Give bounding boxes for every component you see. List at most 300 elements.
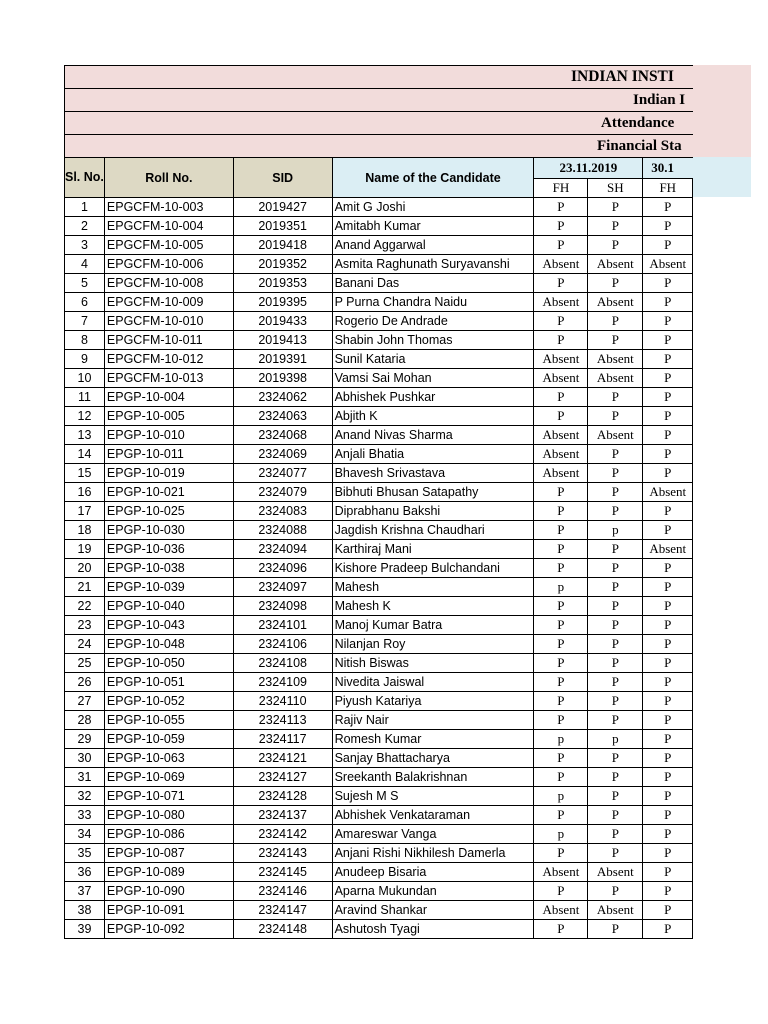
sid-cell[interactable]: 2324062 (233, 388, 332, 407)
att-23-sh-cell[interactable]: P (588, 331, 643, 350)
att-30-fh-cell[interactable]: P (643, 312, 693, 331)
candidate-name-cell[interactable]: Bhavesh Srivastava (332, 464, 534, 483)
att-23-sh-cell[interactable]: Absent (588, 901, 643, 920)
att-23-fh-cell[interactable]: P (534, 388, 588, 407)
roll-no-cell[interactable]: EPGP-10-025 (104, 502, 233, 521)
att-23-fh-cell[interactable]: P (534, 521, 588, 540)
att-23-sh-cell[interactable]: P (588, 597, 643, 616)
sl-no-cell[interactable]: 32 (65, 787, 105, 806)
att-23-sh-cell[interactable]: P (588, 198, 643, 217)
roll-no-cell[interactable]: EPGP-10-036 (104, 540, 233, 559)
roll-no-cell[interactable]: EPGP-10-010 (104, 426, 233, 445)
att-30-fh-cell[interactable]: P (643, 350, 693, 369)
roll-no-cell[interactable]: EPGP-10-011 (104, 445, 233, 464)
att-30-fh-cell[interactable]: P (643, 901, 693, 920)
att-30-fh-cell[interactable]: P (643, 559, 693, 578)
att-30-fh-cell[interactable]: P (643, 331, 693, 350)
att-30-fh-cell[interactable]: P (643, 198, 693, 217)
roll-no-cell[interactable]: EPGP-10-091 (104, 901, 233, 920)
sid-cell[interactable]: 2019391 (233, 350, 332, 369)
candidate-name-cell[interactable]: Amareswar Vanga (332, 825, 534, 844)
sid-cell[interactable]: 2324096 (233, 559, 332, 578)
candidate-name-cell[interactable]: Sanjay Bhattacharya (332, 749, 534, 768)
att-30-fh-cell[interactable]: P (643, 635, 693, 654)
att-23-sh-cell[interactable]: Absent (588, 350, 643, 369)
roll-no-cell[interactable]: EPGP-10-090 (104, 882, 233, 901)
att-23-sh-cell[interactable]: P (588, 882, 643, 901)
sid-cell[interactable]: 2019352 (233, 255, 332, 274)
sid-cell[interactable]: 2324113 (233, 711, 332, 730)
sl-no-cell[interactable]: 8 (65, 331, 105, 350)
candidate-name-cell[interactable]: Romesh Kumar (332, 730, 534, 749)
att-23-sh-cell[interactable]: P (588, 540, 643, 559)
sl-no-cell[interactable]: 22 (65, 597, 105, 616)
sl-no-cell[interactable]: 18 (65, 521, 105, 540)
att-23-sh-cell[interactable]: Absent (588, 293, 643, 312)
sid-cell[interactable]: 2324109 (233, 673, 332, 692)
roll-no-cell[interactable]: EPGP-10-051 (104, 673, 233, 692)
table-row (65, 274, 768, 293)
att-23-fh-cell[interactable]: Absent (534, 350, 588, 369)
title-row-2 (65, 89, 768, 112)
att-23-fh-cell[interactable]: p (534, 787, 588, 806)
att-23-sh-cell[interactable]: P (588, 464, 643, 483)
att-30-fh-cell[interactable]: P (643, 597, 693, 616)
roll-no-cell[interactable]: EPGP-10-059 (104, 730, 233, 749)
candidate-name-cell[interactable]: Abjith K (332, 407, 534, 426)
att-23-fh-cell[interactable]: p (534, 825, 588, 844)
sl-no-cell[interactable]: 24 (65, 635, 105, 654)
att-23-sh-cell[interactable]: P (588, 217, 643, 236)
sl-no-cell[interactable]: 6 (65, 293, 105, 312)
att-23-fh-cell[interactable]: P (534, 312, 588, 331)
att-23-sh-cell[interactable]: p (588, 730, 643, 749)
candidate-name-cell[interactable]: Banani Das (332, 274, 534, 293)
candidate-name-cell[interactable]: Vamsi Sai Mohan (332, 369, 534, 388)
sl-no-cell[interactable]: 27 (65, 692, 105, 711)
table-row (65, 673, 768, 692)
candidate-name-cell[interactable]: Anand Aggarwal (332, 236, 534, 255)
roll-no-cell[interactable]: EPGP-10-069 (104, 768, 233, 787)
roll-no-cell[interactable]: EPGP-10-040 (104, 597, 233, 616)
att-30-fh-cell[interactable]: P (643, 882, 693, 901)
sl-no-cell[interactable]: 15 (65, 464, 105, 483)
att-23-fh-cell[interactable]: P (534, 749, 588, 768)
att-30-fh-cell[interactable]: P (643, 217, 693, 236)
att-23-fh-cell[interactable]: P (534, 654, 588, 673)
candidate-name-cell[interactable]: Rajiv Nair (332, 711, 534, 730)
sid-cell[interactable]: 2324147 (233, 901, 332, 920)
sl-no-cell[interactable]: 23 (65, 616, 105, 635)
att-23-sh-cell[interactable]: P (588, 673, 643, 692)
roll-no-cell[interactable]: EPGCFM-10-008 (104, 274, 233, 293)
sid-cell[interactable]: 2019427 (233, 198, 332, 217)
att-23-fh-cell[interactable]: p (534, 730, 588, 749)
sid-cell[interactable]: 2324146 (233, 882, 332, 901)
sid-cell[interactable]: 2324094 (233, 540, 332, 559)
candidate-name-cell[interactable]: Diprabhanu Bakshi (332, 502, 534, 521)
sid-cell[interactable]: 2324063 (233, 407, 332, 426)
roll-no-cell[interactable]: EPGP-10-048 (104, 635, 233, 654)
sid-cell[interactable]: 2324068 (233, 426, 332, 445)
att-23-sh-cell[interactable]: P (588, 749, 643, 768)
table-row (65, 654, 768, 673)
table-row (65, 217, 768, 236)
att-23-sh-cell[interactable]: Absent (588, 255, 643, 274)
candidate-name-cell[interactable]: Kishore Pradeep Bulchandani (332, 559, 534, 578)
att-23-sh-cell[interactable]: P (588, 635, 643, 654)
att-30-fh-cell[interactable]: P (643, 464, 693, 483)
candidate-name-cell[interactable]: Anjani Rishi Nikhilesh Damerla (332, 844, 534, 863)
candidate-name-cell[interactable]: Aravind Shankar (332, 901, 534, 920)
sl-no-cell[interactable]: 31 (65, 768, 105, 787)
candidate-name-cell[interactable]: Anudeep Bisaria (332, 863, 534, 882)
course-title: Financial Sta (65, 135, 768, 158)
table-row (65, 559, 768, 578)
candidate-name-cell[interactable]: Aparna Mukundan (332, 882, 534, 901)
sl-no-cell[interactable]: 13 (65, 426, 105, 445)
sid-cell[interactable]: 2324108 (233, 654, 332, 673)
col-header-sid: SID (233, 158, 332, 198)
att-23-sh-cell[interactable]: Absent (588, 426, 643, 445)
sid-cell[interactable]: 2019398 (233, 369, 332, 388)
sid-cell[interactable]: 2324083 (233, 502, 332, 521)
sid-cell[interactable]: 2019351 (233, 217, 332, 236)
sl-no-cell[interactable]: 4 (65, 255, 105, 274)
sl-no-cell[interactable]: 28 (65, 711, 105, 730)
att-30-fh-cell[interactable]: P (643, 445, 693, 464)
roll-no-cell[interactable]: EPGCFM-10-013 (104, 369, 233, 388)
candidate-name-cell[interactable]: Abhishek Pushkar (332, 388, 534, 407)
sl-no-cell[interactable]: 38 (65, 901, 105, 920)
att-30-fh-cell[interactable]: P (643, 293, 693, 312)
table-row (65, 331, 768, 350)
att-23-fh-cell[interactable]: Absent (534, 426, 588, 445)
roll-no-cell[interactable]: EPGP-10-055 (104, 711, 233, 730)
roll-no-cell[interactable]: EPGP-10-038 (104, 559, 233, 578)
candidate-name-cell[interactable]: P Purna Chandra Naidu (332, 293, 534, 312)
sl-no-cell[interactable]: 33 (65, 806, 105, 825)
roll-no-cell[interactable]: EPGP-10-030 (104, 521, 233, 540)
candidate-name-cell[interactable]: Asmita Raghunath Suryavanshi (332, 255, 534, 274)
candidate-name-cell[interactable]: Shabin John Thomas (332, 331, 534, 350)
sid-cell[interactable]: 2324137 (233, 806, 332, 825)
roll-no-cell[interactable]: EPGP-10-039 (104, 578, 233, 597)
roll-no-cell[interactable]: EPGCFM-10-005 (104, 236, 233, 255)
candidate-name-cell[interactable]: Nivedita Jaiswal (332, 673, 534, 692)
sid-cell[interactable]: 2324121 (233, 749, 332, 768)
att-23-fh-cell[interactable]: P (534, 483, 588, 502)
candidate-name-cell[interactable]: Ashutosh Tyagi (332, 920, 534, 939)
sl-no-cell[interactable]: 2 (65, 217, 105, 236)
sl-no-cell[interactable]: 7 (65, 312, 105, 331)
candidate-name-cell[interactable]: Karthiraj Mani (332, 540, 534, 559)
table-row (65, 616, 768, 635)
sid-cell[interactable]: 2324142 (233, 825, 332, 844)
att-30-fh-cell[interactable]: P (643, 578, 693, 597)
att-23-fh-cell[interactable]: Absent (534, 863, 588, 882)
title-band-edge (693, 65, 751, 157)
table-row (65, 901, 768, 920)
sl-no-cell[interactable]: 39 (65, 920, 105, 939)
att-30-fh-cell[interactable]: P (643, 806, 693, 825)
roll-no-cell[interactable]: EPGP-10-005 (104, 407, 233, 426)
att-23-sh-cell[interactable]: p (588, 521, 643, 540)
att-30-fh-cell[interactable]: P (643, 388, 693, 407)
roll-no-cell[interactable]: EPGP-10-089 (104, 863, 233, 882)
roll-no-cell[interactable]: EPGCFM-10-003 (104, 198, 233, 217)
att-23-sh-cell[interactable]: P (588, 407, 643, 426)
att-23-sh-cell[interactable]: P (588, 711, 643, 730)
sid-cell[interactable]: 2324069 (233, 445, 332, 464)
title-row-1 (65, 66, 768, 89)
att-23-sh-cell[interactable]: P (588, 274, 643, 293)
table-row (65, 863, 768, 882)
table-row (65, 388, 768, 407)
sid-cell[interactable]: 2324117 (233, 730, 332, 749)
att-30-fh-cell[interactable]: P (643, 730, 693, 749)
att-30-fh-cell[interactable]: P (643, 616, 693, 635)
att-23-sh-cell[interactable]: P (588, 825, 643, 844)
sl-no-cell[interactable]: 17 (65, 502, 105, 521)
att-30-fh-cell[interactable]: Absent (643, 255, 693, 274)
title-row-3 (65, 112, 768, 135)
candidate-name-cell[interactable]: Rogerio De Andrade (332, 312, 534, 331)
sl-no-cell[interactable]: 21 (65, 578, 105, 597)
sl-no-cell[interactable]: 5 (65, 274, 105, 293)
table-row (65, 825, 768, 844)
att-23-fh-cell[interactable]: Absent (534, 901, 588, 920)
att-30-fh-cell[interactable]: P (643, 502, 693, 521)
sid-cell[interactable]: 2324110 (233, 692, 332, 711)
att-30-fh-cell[interactable]: P (643, 825, 693, 844)
session-fh-2: FH (643, 179, 693, 198)
sl-no-cell[interactable]: 14 (65, 445, 105, 464)
att-23-sh-cell[interactable]: P (588, 483, 643, 502)
att-23-sh-cell[interactable]: P (588, 445, 643, 464)
roll-no-cell[interactable]: EPGP-10-004 (104, 388, 233, 407)
att-23-fh-cell[interactable]: P (534, 673, 588, 692)
att-30-fh-cell[interactable]: P (643, 407, 693, 426)
roll-no-cell[interactable]: EPGCFM-10-009 (104, 293, 233, 312)
sl-no-cell[interactable]: 3 (65, 236, 105, 255)
sid-cell[interactable]: 2019395 (233, 293, 332, 312)
sid-cell[interactable]: 2324079 (233, 483, 332, 502)
att-23-sh-cell[interactable]: P (588, 312, 643, 331)
att-30-fh-cell[interactable]: P (643, 749, 693, 768)
roll-no-cell[interactable]: EPGCFM-10-012 (104, 350, 233, 369)
candidate-name-cell[interactable]: Piyush Katariya (332, 692, 534, 711)
institute-subtitle: Indian I (65, 89, 768, 112)
sl-no-cell[interactable]: 35 (65, 844, 105, 863)
sl-no-cell[interactable]: 30 (65, 749, 105, 768)
att-23-sh-cell[interactable]: P (588, 502, 643, 521)
att-30-fh-cell[interactable]: P (643, 863, 693, 882)
att-30-fh-cell[interactable]: P (643, 654, 693, 673)
att-23-sh-cell[interactable]: P (588, 768, 643, 787)
roll-no-cell[interactable]: EPGP-10-063 (104, 749, 233, 768)
sl-no-cell[interactable]: 37 (65, 882, 105, 901)
table-row (65, 350, 768, 369)
roll-no-cell[interactable]: EPGP-10-080 (104, 806, 233, 825)
candidate-name-cell[interactable]: Sreekanth Balakrishnan (332, 768, 534, 787)
sid-cell[interactable]: 2324077 (233, 464, 332, 483)
candidate-name-cell[interactable]: Abhishek Venkataraman (332, 806, 534, 825)
sid-cell[interactable]: 2019433 (233, 312, 332, 331)
att-23-fh-cell[interactable]: P (534, 236, 588, 255)
att-30-fh-cell[interactable]: P (643, 711, 693, 730)
att-23-sh-cell[interactable]: P (588, 787, 643, 806)
sl-no-cell[interactable]: 1 (65, 198, 105, 217)
sl-no-cell[interactable]: 12 (65, 407, 105, 426)
candidate-name-cell[interactable]: Bibhuti Bhusan Satapathy (332, 483, 534, 502)
att-23-fh-cell[interactable]: P (534, 407, 588, 426)
roll-no-cell[interactable]: EPGCFM-10-004 (104, 217, 233, 236)
roll-no-cell[interactable]: EPGP-10-019 (104, 464, 233, 483)
att-23-fh-cell[interactable]: P (534, 844, 588, 863)
attendance-sheet (64, 65, 768, 939)
sid-cell[interactable]: 2324127 (233, 768, 332, 787)
att-30-fh-cell[interactable]: P (643, 369, 693, 388)
sid-cell[interactable]: 2324148 (233, 920, 332, 939)
att-23-fh-cell[interactable]: P (534, 331, 588, 350)
roll-no-cell[interactable]: EPGP-10-071 (104, 787, 233, 806)
roll-no-cell[interactable]: EPGP-10-050 (104, 654, 233, 673)
candidate-name-cell[interactable]: Sujesh M S (332, 787, 534, 806)
att-23-fh-cell[interactable]: Absent (534, 255, 588, 274)
att-23-sh-cell[interactable]: Absent (588, 863, 643, 882)
roll-no-cell[interactable]: EPGP-10-021 (104, 483, 233, 502)
sid-cell[interactable]: 2324097 (233, 578, 332, 597)
att-23-sh-cell[interactable]: P (588, 692, 643, 711)
sid-cell[interactable]: 2324143 (233, 844, 332, 863)
sl-no-cell[interactable]: 16 (65, 483, 105, 502)
sid-cell[interactable]: 2324101 (233, 616, 332, 635)
sid-cell[interactable]: 2324145 (233, 863, 332, 882)
att-30-fh-cell[interactable]: Absent (643, 540, 693, 559)
sl-no-cell[interactable]: 25 (65, 654, 105, 673)
att-23-sh-cell[interactable]: Absent (588, 369, 643, 388)
table-row (65, 312, 768, 331)
candidate-name-cell[interactable]: Nilanjan Roy (332, 635, 534, 654)
sid-cell[interactable]: 2019418 (233, 236, 332, 255)
att-30-fh-cell[interactable]: P (643, 673, 693, 692)
candidate-name-cell[interactable]: Anand Nivas Sharma (332, 426, 534, 445)
att-23-fh-cell[interactable]: P (534, 559, 588, 578)
sl-no-cell[interactable]: 26 (65, 673, 105, 692)
sid-cell[interactable]: 2324128 (233, 787, 332, 806)
candidate-name-cell[interactable]: Mahesh (332, 578, 534, 597)
att-23-fh-cell[interactable]: P (534, 635, 588, 654)
att-23-sh-cell[interactable]: P (588, 844, 643, 863)
att-23-sh-cell[interactable]: P (588, 616, 643, 635)
table-row (65, 502, 768, 521)
candidate-name-cell[interactable]: Nitish Biswas (332, 654, 534, 673)
title-row-4 (65, 135, 768, 158)
candidate-name-cell[interactable]: Amit G Joshi (332, 198, 534, 217)
att-23-fh-cell[interactable]: P (534, 198, 588, 217)
sid-cell[interactable]: 2019353 (233, 274, 332, 293)
candidate-name-cell[interactable]: Jagdish Krishna Chaudhari (332, 521, 534, 540)
att-23-fh-cell[interactable]: P (534, 806, 588, 825)
roll-no-cell[interactable]: EPGP-10-043 (104, 616, 233, 635)
sl-no-cell[interactable]: 9 (65, 350, 105, 369)
att-23-sh-cell[interactable]: P (588, 806, 643, 825)
att-30-fh-cell[interactable]: P (643, 426, 693, 445)
sl-no-cell[interactable]: 10 (65, 369, 105, 388)
sid-cell[interactable]: 2019413 (233, 331, 332, 350)
att-23-fh-cell[interactable]: P (534, 692, 588, 711)
sl-no-cell[interactable]: 36 (65, 863, 105, 882)
att-30-fh-cell[interactable]: P (643, 274, 693, 293)
att-23-sh-cell[interactable]: P (588, 920, 643, 939)
table-row (65, 730, 768, 749)
candidate-name-cell[interactable]: Anjali Bhatia (332, 445, 534, 464)
sid-cell[interactable]: 2324088 (233, 521, 332, 540)
att-30-fh-cell[interactable]: P (643, 236, 693, 255)
att-30-fh-cell[interactable]: P (643, 768, 693, 787)
roll-no-cell[interactable]: EPGCFM-10-006 (104, 255, 233, 274)
att-30-fh-cell[interactable]: P (643, 920, 693, 939)
att-23-fh-cell[interactable]: Absent (534, 464, 588, 483)
att-23-sh-cell[interactable]: P (588, 578, 643, 597)
att-23-fh-cell[interactable]: p (534, 578, 588, 597)
candidate-name-cell[interactable]: Amitabh Kumar (332, 217, 534, 236)
att-23-fh-cell[interactable]: P (534, 711, 588, 730)
sl-no-cell[interactable]: 34 (65, 825, 105, 844)
att-23-fh-cell[interactable]: P (534, 616, 588, 635)
sid-cell[interactable]: 2324098 (233, 597, 332, 616)
att-30-fh-cell[interactable]: P (643, 787, 693, 806)
roll-no-cell[interactable]: EPGP-10-086 (104, 825, 233, 844)
att-23-fh-cell[interactable]: P (534, 502, 588, 521)
candidate-name-cell[interactable]: Sunil Kataria (332, 350, 534, 369)
att-23-fh-cell[interactable]: P (534, 882, 588, 901)
att-30-fh-cell[interactable]: P (643, 692, 693, 711)
sid-cell[interactable]: 2324106 (233, 635, 332, 654)
table-row (65, 882, 768, 901)
att-23-fh-cell[interactable]: Absent (534, 369, 588, 388)
att-23-fh-cell[interactable]: Absent (534, 445, 588, 464)
att-30-fh-cell[interactable]: P (643, 844, 693, 863)
att-23-fh-cell[interactable]: P (534, 217, 588, 236)
att-23-sh-cell[interactable]: P (588, 388, 643, 407)
table-row (65, 768, 768, 787)
sl-no-cell[interactable]: 11 (65, 388, 105, 407)
att-23-fh-cell[interactable]: Absent (534, 293, 588, 312)
sl-no-cell[interactable]: 20 (65, 559, 105, 578)
att-23-sh-cell[interactable]: P (588, 559, 643, 578)
roll-no-cell[interactable]: EPGP-10-052 (104, 692, 233, 711)
att-23-fh-cell[interactable]: P (534, 274, 588, 293)
sl-no-cell[interactable]: 19 (65, 540, 105, 559)
roll-no-cell[interactable]: EPGP-10-087 (104, 844, 233, 863)
att-30-fh-cell[interactable]: Absent (643, 483, 693, 502)
roll-no-cell[interactable]: EPGP-10-092 (104, 920, 233, 939)
att-23-fh-cell[interactable]: P (534, 768, 588, 787)
candidate-name-cell[interactable]: Mahesh K (332, 597, 534, 616)
att-23-fh-cell[interactable]: P (534, 597, 588, 616)
sl-no-cell[interactable]: 29 (65, 730, 105, 749)
roll-no-cell[interactable]: EPGCFM-10-011 (104, 331, 233, 350)
att-23-sh-cell[interactable]: P (588, 236, 643, 255)
roll-no-cell[interactable]: EPGCFM-10-010 (104, 312, 233, 331)
att-23-fh-cell[interactable]: P (534, 540, 588, 559)
att-30-fh-cell[interactable]: P (643, 521, 693, 540)
att-23-fh-cell[interactable]: P (534, 920, 588, 939)
candidate-name-cell[interactable]: Manoj Kumar Batra (332, 616, 534, 635)
att-23-sh-cell[interactable]: P (588, 654, 643, 673)
